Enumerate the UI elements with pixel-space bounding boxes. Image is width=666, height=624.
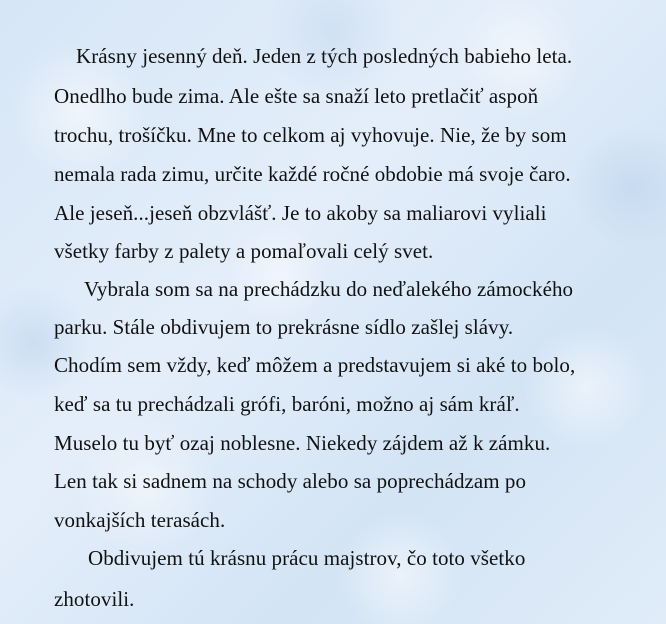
paragraph-2-line-2: parku. Stále obdivujem to prekrásne sídlo zašlej slávy. <box>54 315 514 339</box>
paragraph-1-line-1: Krásny jesenný deň. Jeden z tých posledných babieho leta. <box>76 44 573 68</box>
paragraph-2-line-4: keď sa tu prechádzali grófi, baróni, možno aj sám kráľ. <box>54 392 520 416</box>
paragraph-1-line-3: trochu, trošíčku. Mne to celkom aj vyhovuje. Nie, že by som <box>54 123 567 147</box>
paragraph-2-line-1: Vybrala som sa na prechádzku do neďalekého zámockého <box>84 277 574 301</box>
paragraph-2-line-3: Chodím sem vždy, keď môžem a predstavujem si aké to bolo, <box>54 353 576 377</box>
paragraph-1-line-6: všetky farby z palety a pomaľovali celý svet. <box>54 239 434 263</box>
paragraph-2-line-7: vonkajších terasách. <box>54 508 226 532</box>
paragraph-1-line-2: Onedlho bude zima. Ale ešte sa snaží leto pretlačiť aspoň <box>54 84 539 108</box>
paragraph-2-line-6: Len tak si sadnem na schody alebo sa poprechádzam po <box>54 469 527 493</box>
paragraph-1-line-5: Ale jeseň...jeseň obzvlášť. Je to akoby sa maliarovi vyliali <box>54 201 547 225</box>
paragraph-3-line-2: zhotovili. <box>54 587 135 611</box>
paragraph-3-line-1: Obdivujem tú krásnu prácu majstrov, čo toto všetko <box>88 546 526 570</box>
paragraph-2-line-5: Muselo tu byť ozaj noblesne. Niekedy zájdem až k zámku. <box>54 431 551 455</box>
paragraph-1-line-4: nemala rada zimu, určite každé ročné obdobie má svoje čaro. <box>54 162 571 186</box>
